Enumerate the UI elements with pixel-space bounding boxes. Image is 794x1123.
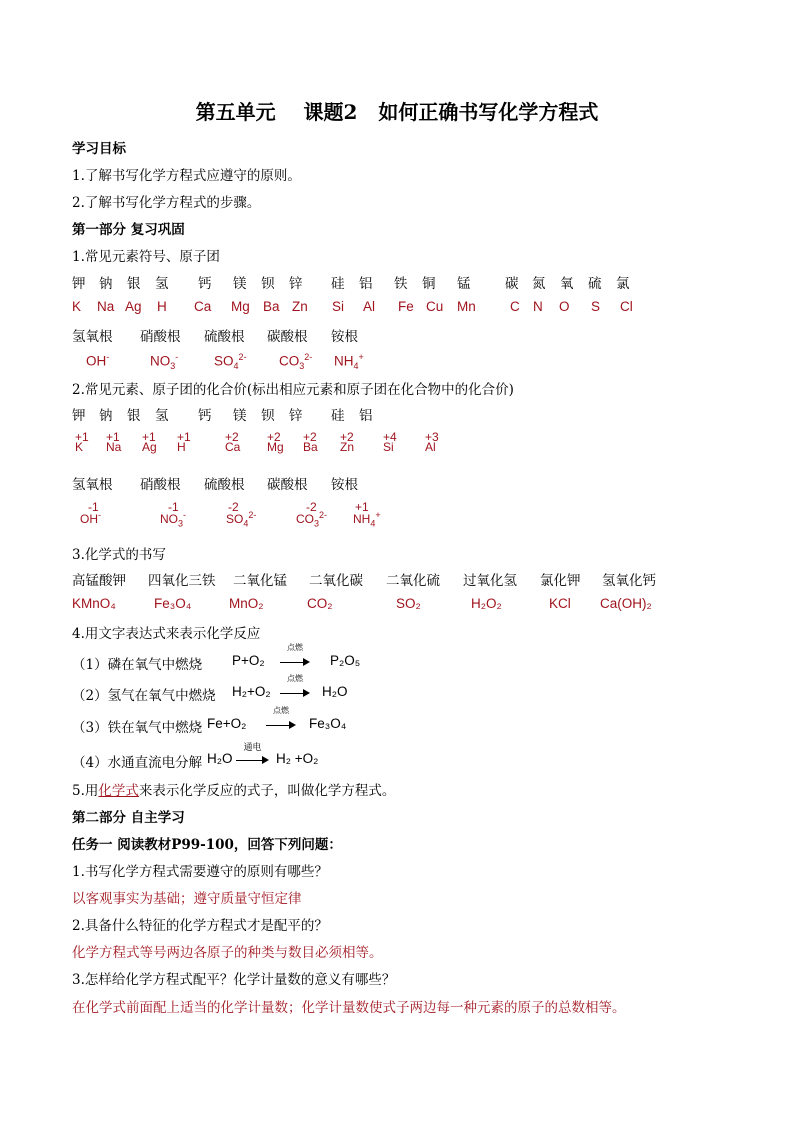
element-name: 钙 [198,408,212,424]
element-name: 钡 [261,408,275,424]
element-symbol: C [510,299,520,314]
element-name: 钙 [198,276,212,292]
element-name: 锰 [457,276,471,292]
compound-formula: Ca(OH)₂ [600,596,652,611]
answer-3: 在化学式前面配上适当的化学计量数；化学计量数使式子两边每一种元素的原子的总数相等。 [72,1000,626,1016]
element-symbol: K [72,299,82,314]
element-name: 铝 [359,276,373,292]
element-symbol: Mn [457,299,476,314]
reaction-lhs: Fe+O₂ [207,716,247,731]
radical-formula: OH- [86,352,110,369]
task1-heading: 任务一 阅读教材P99-100，回答下列问题： [72,837,342,853]
element-name: 硫 [588,276,602,292]
compound-name: 氢氧化钙 [602,573,656,589]
element-symbol: Fe [398,299,414,314]
compound-name: 氯化钾 [540,573,581,589]
radical-formula: $NH_4^+$ [334,352,364,372]
element-name: 银 [127,276,141,292]
sec5-prefix: 5.用 [72,783,99,799]
question-1: 1.书写化学方程式需要遵守的原则有哪些？ [72,864,328,880]
element-name: 钾 [72,408,86,424]
reaction-condition: 通电 [243,743,262,753]
sec5-suffix: 来表示化学反应的式子，叫做化学方程式。 [138,783,396,799]
radical-name: 氢氧根 [72,329,113,345]
radical-formula: $SO_4^{2-}$ [214,352,247,372]
reaction-arrow [280,674,310,697]
sec5-line [72,779,395,799]
reaction-rhs: P₂O₅ [330,653,361,668]
radical-name: 氢氧根 [72,477,113,493]
reaction-label: （4）水通直流电分解 [72,755,203,771]
compound-formula: KMnO₄ [72,596,116,611]
element-symbol: Mg [231,299,250,314]
goals-heading: 学习目标 [72,141,126,157]
reaction-label: （2）氢气在氧气中燃烧 [72,688,216,704]
radical-name: 硫酸根 [204,477,245,493]
element-symbol: Ca [194,299,212,314]
reaction-rhs: H₂O [322,684,348,699]
reaction-lhs: H₂O [207,751,233,766]
answer-1: 以客观事实为基础；遵守质量守恒定律 [72,891,302,907]
compound-formula: Fe₃O₄ [154,596,192,611]
element-name: 钠 [99,276,113,292]
compound-formula: H₂O₂ [471,596,502,611]
element-name: 锌 [289,276,303,292]
answer-2: 化学方程式等号两边各原子的种类与数目必须相等。 [72,945,383,961]
element-name: 氯 [616,276,630,292]
radical-name: 硫酸根 [204,329,245,345]
question-3: 3.怎样给化学方程式配平？化学计量数的意义有哪些？ [72,972,396,988]
reaction-lhs: P+O₂ [232,653,265,668]
reaction-arrow [266,706,296,729]
element-name: 氢 [155,408,169,424]
radical-name: 碳酸根 [267,477,308,493]
element-name: 镁 [233,276,247,292]
reaction-arrow [236,743,269,764]
element-symbol: N [533,299,543,314]
compound-name: 四氧化三铁 [148,573,216,589]
radical-name: 碳酸根 [267,329,308,345]
element-name: 氢 [155,276,169,292]
goal-1: 1.了解书写化学方程式应遵守的原则。 [72,168,301,184]
element-name: 银 [127,408,141,424]
element-symbol: S [591,299,601,314]
element-name: 铝 [359,408,373,424]
page-title: 第五单元 课题2 如何正确书写化学方程式 [195,100,599,124]
element-name: 镁 [233,408,247,424]
part2-heading: 第二部分 自主学习 [72,810,185,826]
element-name: 氧 [560,276,574,292]
sec1-heading: 1.常见元素符号、原子团 [72,249,220,265]
compound-formula: KCl [549,596,571,611]
element-symbol: Zn [292,299,308,314]
compound-name: 二氧化硫 [386,573,440,589]
part1-heading: 第一部分 复习巩固 [72,222,185,238]
element-symbol: Ag [125,299,142,314]
compound-formula: SO₂ [396,596,421,611]
radical-formula: $NO_3^-$ [150,352,179,372]
element-symbol: Na [97,299,115,314]
reaction-label: （1）磷在氧气中燃烧 [72,657,203,673]
sec3-heading: 3.化学式的书写 [72,547,166,563]
compound-name: 过氧化氢 [463,573,517,589]
element-symbol: O [559,299,570,314]
radical-name: 铵根 [331,477,358,493]
element-symbol: H [157,299,167,314]
reaction-lhs: H₂+O₂ [232,684,271,699]
element-name: 铜 [422,276,436,292]
element-symbol: Al [363,299,376,314]
element-name: 钡 [261,276,275,292]
reaction-label: （3）铁在氧气中燃烧 [72,720,203,736]
element-name: 钾 [72,276,86,292]
radical-name: 硝酸根 [140,477,181,493]
radical-name: 铵根 [331,329,358,345]
element-name: 硅 [331,408,345,424]
element-name: 氮 [532,276,546,292]
radical-name: 硝酸根 [140,329,181,345]
reaction-condition: 点燃 [287,674,303,683]
sec4-heading: 4.用文字表达式来表示化学反应 [72,626,261,642]
sec5-link[interactable]: 化学式 [98,783,139,799]
worksheet-page: 第五单元 课题2 如何正确书写化学方程式 学习目标 1.了解书写化学方程式应遵守的原则。 2.了解书写化学方程式的步骤。 第一部分 复习巩固 1.常见元素符号、原子团 钾 钠 银 氢 钙 镁 钡 锌 硅 铝 铁 铜 锰 碳 氮 氧 硫 氯 K Na Ag H Ca Mg Ba Zn Si Al Fe Cu Mn C N O S Cl 氢氧根 硝酸根 硫酸根 碳酸根 铵根 OH- $NO_3^-$ $SO_4^{2-}$ $CO_3^{2-}$ $NH_4^+$ 2.常见元素、原子团的化合价(标出相应元素和原子团在化合物中的化合价) 钾 钠 银 氢 钙 镁 钡 锌 硅 铝 +1 K +1 Na +1 Ag +1 H +2 Ca +2 Mg +2 Ba +2 Zn +4 Si +3 Al 氢氧根 硝酸根 硫酸根 碳酸根 铵根 -1 OH- -1 $NO_3^-$ -2 $SO_4^{2-}$ -2 $CO_3^{2-}$ +1 $NH_4^+$ 3.化学式的书写 高锰酸钾 四氧化三铁 二氧化锰 二氧化碳 二氧化硫 过氧化氢 氯化钾 氢氧化钙 KMnO₄ Fe₃O₄ MnO₂ CO₂ SO₂ H₂O₂ KCl Ca(OH)₂ 4.用文字表达式来表示化学反应 （1）磷在氧气中燃烧 P+O₂ 点燃 P₂O₅ （2）氢气在氧气中燃烧 H₂+O₂ 点燃 H₂O （3）铁在氧气中燃烧 Fe+O₂ 点燃 Fe₃O₄ （4）水通直流电分解 H₂O 通电 H₂ +O₂ 5.用化学式来表示化学反应的式子，叫做化学方程式。 第二部分 自主学习 任务一 阅读教材P99-100，回答下列问题： 1.书写化学方程式需要遵守的原则有哪些？ 以客观事实为基础；遵守质量守恒定律 2.具备什么特征的化学方程式才是配平的？ 化学方程式等号两边各原子的种类与数目必须相等。 3.怎样给化学方程式配平？化学计量数的意义有哪些？ 在化学式前面配上适当的化学计量数；化学计量数使式子两边每一种元素的原子的总数相等。 [0,0,794,1123]
element-name: 碳 [505,276,519,292]
element-symbol: Cl [620,299,633,314]
compound-name: 二氧化锰 [233,573,287,589]
compound-formula: MnO₂ [229,596,264,611]
element-symbol: Ba [263,299,280,314]
reaction-arrow [280,643,310,666]
reaction-rhs: Fe₃O₄ [309,716,347,731]
element-name: 钠 [99,408,113,424]
question-2: 2.具备什么特征的化学方程式才是配平的？ [72,918,328,934]
reaction-rhs: H₂ +O₂ [276,751,319,766]
compound-name: 二氧化碳 [309,573,363,589]
element-name: 锌 [289,408,303,424]
compound-name: 高锰酸钾 [72,573,126,589]
compound-formula: CO₂ [307,596,333,611]
reaction-condition: 点燃 [287,643,303,652]
element-name: 硅 [331,276,345,292]
goal-2: 2.了解书写化学方程式的步骤。 [72,195,261,211]
element-symbol: Si [332,299,345,314]
radical-formula: $CO_3^{2-}$ [279,352,313,372]
reaction-condition: 点燃 [273,706,289,715]
element-name: 铁 [394,276,408,292]
element-symbol: Cu [426,299,444,314]
sec2-heading: 2.常见元素、原子团的化合价(标出相应元素和原子团在化合物中的化合价) [72,382,514,398]
